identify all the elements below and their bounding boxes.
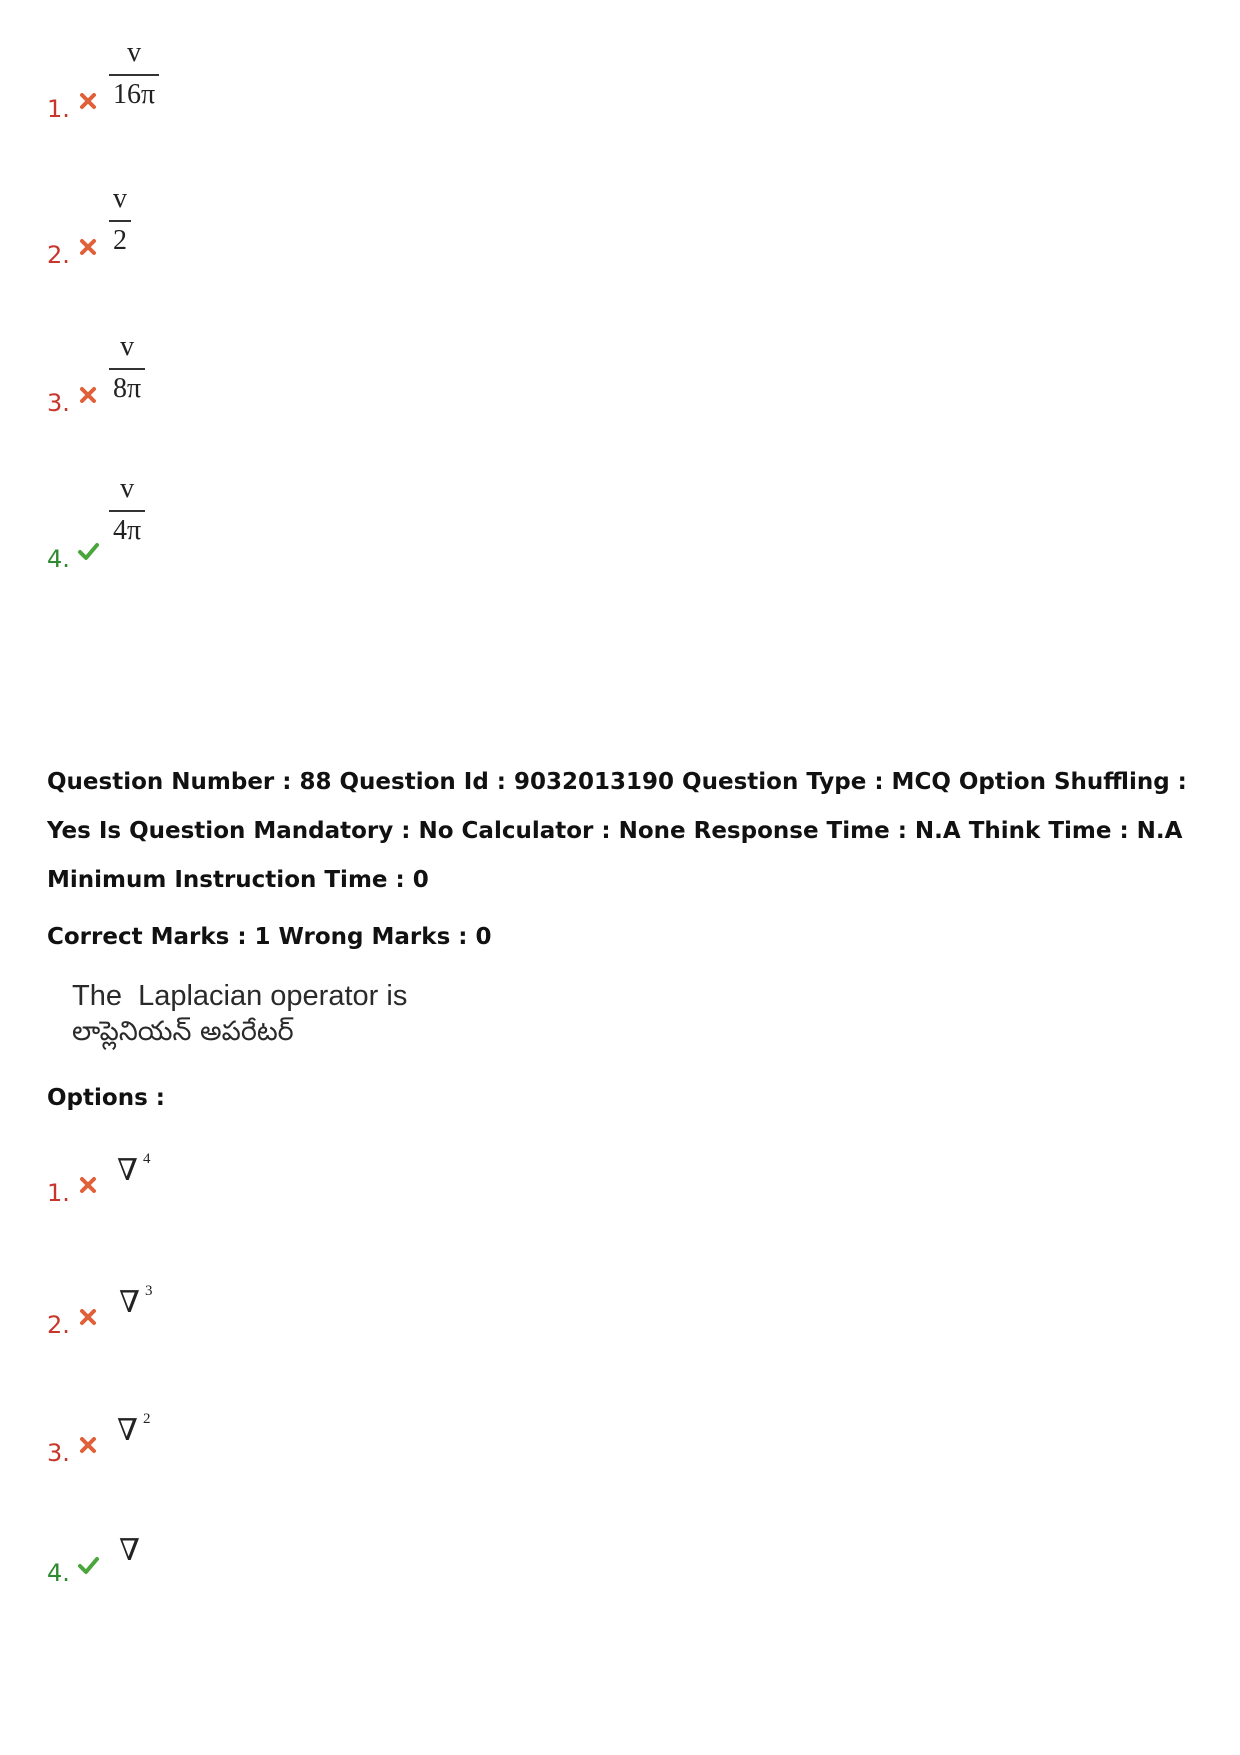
nabla-exponent: 3: [144, 1283, 153, 1299]
cross-icon: [77, 90, 99, 112]
nabla-expression: [119, 1528, 145, 1568]
nabla-expression: [119, 1280, 152, 1320]
option-number: 3.: [47, 1439, 70, 1467]
option-number: 2.: [47, 1311, 70, 1339]
option-number: 1.: [47, 1179, 70, 1207]
fraction: [109, 330, 145, 406]
fraction-numerator: v: [120, 473, 135, 504]
cross-icon: [77, 236, 99, 258]
options-label: Options :: [47, 1085, 165, 1111]
question-marks: Correct Marks : 1 Wrong Marks : 0: [47, 924, 492, 950]
fraction-denominator: 16π: [109, 74, 159, 112]
nabla-expression: [117, 1148, 150, 1188]
fraction: [109, 36, 159, 112]
fraction-denominator: 8π: [109, 368, 145, 406]
question-text-telugu: లాప్లెనియన్ అపరేటర్: [72, 1016, 294, 1047]
cross-icon: [77, 1306, 99, 1328]
check-icon: [77, 1554, 99, 1576]
fraction-denominator: 4π: [109, 510, 145, 548]
fraction: [109, 182, 131, 258]
fraction-numerator: v: [113, 183, 127, 214]
cross-icon: [77, 384, 99, 406]
nabla-symbol: ∇: [117, 1414, 138, 1447]
question-text-image: [72, 978, 407, 1050]
option-number: 3.: [47, 389, 70, 417]
nabla-exponent: 2: [142, 1411, 151, 1427]
option-number: 4.: [47, 1559, 70, 1587]
fraction-denominator: 2: [109, 220, 131, 258]
nabla-exponent: 4: [142, 1151, 151, 1167]
fraction: [109, 472, 145, 548]
option-number: 4.: [47, 545, 70, 573]
fraction-numerator: v: [127, 37, 142, 68]
cross-icon: [77, 1174, 99, 1196]
nabla-symbol: ∇: [119, 1534, 140, 1567]
fraction-numerator: v: [120, 331, 135, 362]
nabla-expression: [117, 1408, 150, 1448]
option-number: 2.: [47, 241, 70, 269]
question-text-english: The Laplacian operator is: [72, 980, 408, 1012]
option-number: 1.: [47, 95, 70, 123]
nabla-symbol: ∇: [117, 1154, 138, 1187]
cross-icon: [77, 1434, 99, 1456]
nabla-symbol: ∇: [119, 1286, 140, 1319]
question-meta: Question Number : 88 Question Id : 9032013190 Question Type : MCQ Option Shuffling : Yes Is Question Mandatory : No Calculator : None Response Time : N.A Think Time : N.A Minimum Instruction Time : 0: [47, 769, 1187, 893]
check-icon: [77, 540, 99, 562]
